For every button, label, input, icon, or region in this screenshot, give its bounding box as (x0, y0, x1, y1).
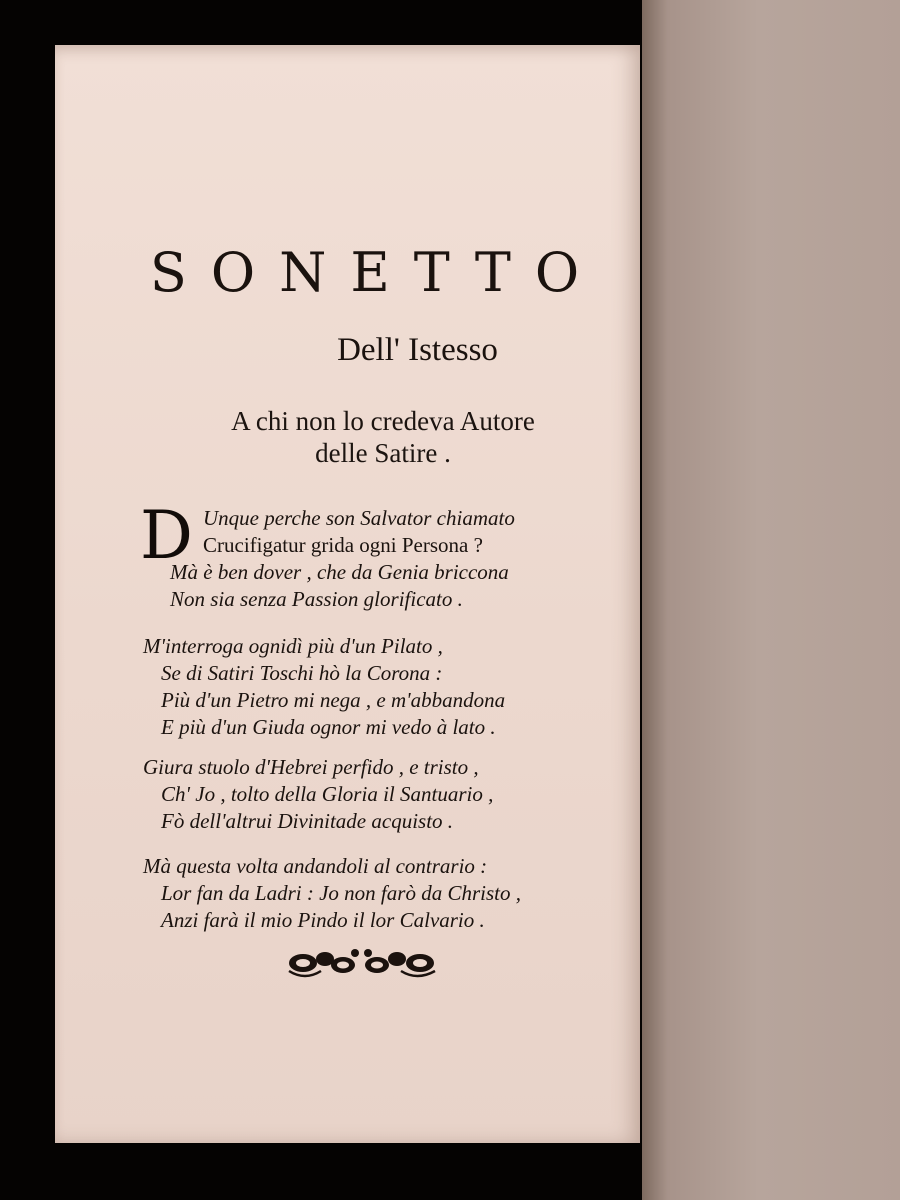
verse-line: Ch' Jo , tolto della Gloria il Santuario , (161, 782, 494, 806)
verse-line: Non sia senza Passion glorificato . (170, 587, 463, 611)
verse-line: E più d'un Giuda ognor mi vedo à lato . (161, 715, 496, 739)
dedication (173, 405, 593, 469)
verse-line: M'interroga ognidì più d'un Pilato , (143, 634, 443, 658)
verse-line: Crucifigatur grida ogni Persona ? (203, 533, 483, 557)
page-title: SONETTO (149, 241, 604, 304)
verse-line: Lor fan da Ladri : Jo non farò da Christo , (161, 881, 521, 905)
verse-line: Mà questa volta andandoli al contrario : (143, 854, 488, 878)
stanza-3 (143, 754, 643, 835)
dedication-line: A chi non lo credeva Autore (231, 406, 535, 436)
drop-cap: D (140, 497, 193, 574)
stanza-2 (143, 633, 643, 741)
page-subtitle: Dell' Istesso (337, 332, 498, 368)
verse-line: Fò dell'altrui Divinitade acquisto . (161, 809, 454, 833)
facing-page (642, 0, 900, 1200)
floral-ornament-icon (285, 943, 440, 983)
verse-line: Mà è ben dover , che da Genia briccona (170, 560, 509, 584)
verse-line: Più d'un Pietro mi nega , e m'abbandona (161, 688, 506, 712)
verse-line: Se di Satiri Toschi hò la Corona : (161, 661, 443, 685)
dedication-line: delle Satire . (315, 438, 451, 468)
verse-line: Unque perche son Salvator chiamato (203, 506, 515, 530)
stanza-1 (143, 505, 643, 613)
verse-line: Giura stuolo d'Hebrei perfido , e tristo , (143, 755, 479, 779)
stanza-4 (143, 853, 643, 934)
verse-line: Anzi farà il mio Pindo il lor Calvario . (161, 908, 485, 932)
